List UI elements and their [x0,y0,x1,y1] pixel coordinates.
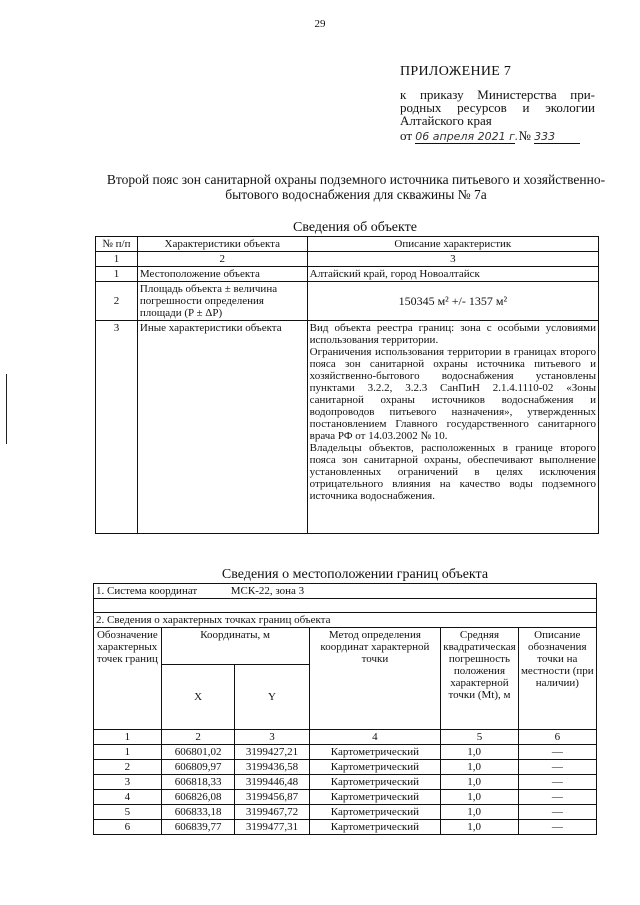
order-line-3: Алтайского края [400,113,492,128]
index-row [94,730,597,745]
row-description [307,321,598,534]
date-prefix: от [400,128,413,143]
header-method: Метод определения координат характерной точки [309,628,441,730]
header-x: X [161,665,235,730]
table-row [96,282,599,321]
point-x: 606809,97 [161,760,235,775]
row-characteristic: Площадь объекта ± величина погрешности определения площади (P ± ΔP) [137,282,307,321]
coord-system-row [94,584,597,599]
row-characteristic: Иные характеристики объекта [137,321,307,534]
point-desc: — [518,745,596,760]
point-x: 606818,33 [161,775,235,790]
point-id: 1 [94,745,162,760]
boundaries-table [93,583,597,835]
index-cell: 1 [96,252,138,267]
header-description: Описание характеристик [307,237,598,252]
header-characteristic: Характеристики объекта [137,237,307,252]
header-coords: Координаты, м [161,628,309,665]
points-label-row [94,613,597,628]
document-title: Второй пояс зон санитарной охраны подземного источника питьевого и хозяйственно-бытового водоснабжения для скважины № 7а [106,172,606,202]
point-id: 4 [94,790,162,805]
point-x: 606833,18 [161,805,235,820]
object-info-heading: Сведения об объекте [293,220,417,235]
header-point: Обозначение характерных точек границ [94,628,162,730]
row-number: 2 [96,282,138,321]
index-cell: 6 [518,730,596,745]
point-method: Картометрический [309,760,441,775]
index-cell: 2 [161,730,235,745]
point-y: 3199467,72 [235,805,309,820]
point-method: Картометрический [309,790,441,805]
header-number: № п/п [96,237,138,252]
header-error: Средняя квадратическая погрешность положения характерной точки (Mt), м [441,628,518,730]
row-number: 1 [96,267,138,282]
number-prefix: № [518,128,531,143]
point-error: 1,0 [441,760,518,775]
index-cell: 4 [309,730,441,745]
table-row [94,745,597,760]
order-date-number [400,128,580,144]
header-description: Описание обозначения точки на местности (при наличии) [518,628,596,730]
row-description: Алтайский край, город Новоалтайск [307,267,598,282]
point-desc: — [518,820,596,835]
point-method: Картометрический [309,805,441,820]
point-y: 3199456,87 [235,790,309,805]
description-paragraph: Вид объекта реестра границ: зона с особыми условиями использования территории. [309,322,596,346]
index-cell: 1 [94,730,162,745]
point-y: 3199477,31 [235,820,309,835]
table-row [94,760,597,775]
point-desc: — [518,790,596,805]
row-description: 150345 м² +/- 1357 м² [307,282,598,321]
order-line-2: родных ресурсов и экологии [400,100,595,115]
point-error: 1,0 [441,790,518,805]
table-row [94,790,597,805]
point-desc: — [518,760,596,775]
point-x: 606839,77 [161,820,235,835]
point-id: 6 [94,820,162,835]
point-desc: — [518,775,596,790]
point-id: 5 [94,805,162,820]
index-cell: 2 [137,252,307,267]
point-error: 1,0 [441,805,518,820]
point-error: 1,0 [441,745,518,760]
description-paragraph: Владельцы объектов, расположенных в границе второго пояса зон санитарной охраны, обеспечивают выполнение установленных ограничений в целях исключения отрицательного влияния на качество воды подземного источника водоснабжения. [309,442,596,502]
point-error: 1,0 [441,775,518,790]
handwritten-date: 06 апреля 2021 г. [415,130,519,143]
point-x: 606826,08 [161,790,235,805]
page-number: 29 [314,18,326,30]
row-number: 3 [96,321,138,534]
header-row [94,628,597,665]
appendix-title: ПРИЛОЖЕНИЕ 7 [400,64,512,79]
point-method: Картометрический [309,775,441,790]
index-row [96,252,599,267]
margin-line [6,374,7,444]
table-row [96,321,599,534]
point-method: Картометрический [309,820,441,835]
point-error: 1,0 [441,820,518,835]
index-cell: 5 [441,730,518,745]
spacer-cell [94,599,597,613]
row-characteristic: Местоположение объекта [137,267,307,282]
table-row [94,820,597,835]
index-cell: 3 [235,730,309,745]
point-method: Картометрический [309,745,441,760]
table-header-row [96,237,599,252]
table-row [96,267,599,282]
point-id: 3 [94,775,162,790]
coord-system-value: МСК-22, зона 3 [230,585,305,597]
index-cell: 3 [307,252,598,267]
coord-system-cell [94,584,597,599]
table-row [94,805,597,820]
coord-system-label: 1. Система координат [96,585,198,597]
handwritten-number: 333 [534,130,580,144]
point-y: 3199446,48 [235,775,309,790]
points-label: 2. Сведения о характерных точках границ объекта [94,613,597,628]
point-desc: — [518,805,596,820]
order-line-1: к приказу Министерства при- [400,87,595,102]
description-paragraph: Ограничения использования территории в границах второго пояса зон санитарной охраны источника питьевого и хозяйственно-бытового водоснабжения установлены пунктами 3.2.2, 3.2.3 СанПиН 2.1.4.1110-02 «Зоны санитарной охраны источников водоснабжения и водопроводов питьевого назначения», утвержденных постановлением Главного государственного санитарного врача РФ от 14.03.2002 № 10. [309,346,596,442]
boundaries-heading: Сведения о местоположении границ объекта [221,567,489,582]
spacer-row [94,599,597,613]
appendix-order-text [400,88,595,127]
point-id: 2 [94,760,162,775]
table-row [94,775,597,790]
point-y: 3199427,21 [235,745,309,760]
point-y: 3199436,58 [235,760,309,775]
object-info-table [95,236,599,534]
header-y: Y [235,665,309,730]
point-x: 606801,02 [161,745,235,760]
